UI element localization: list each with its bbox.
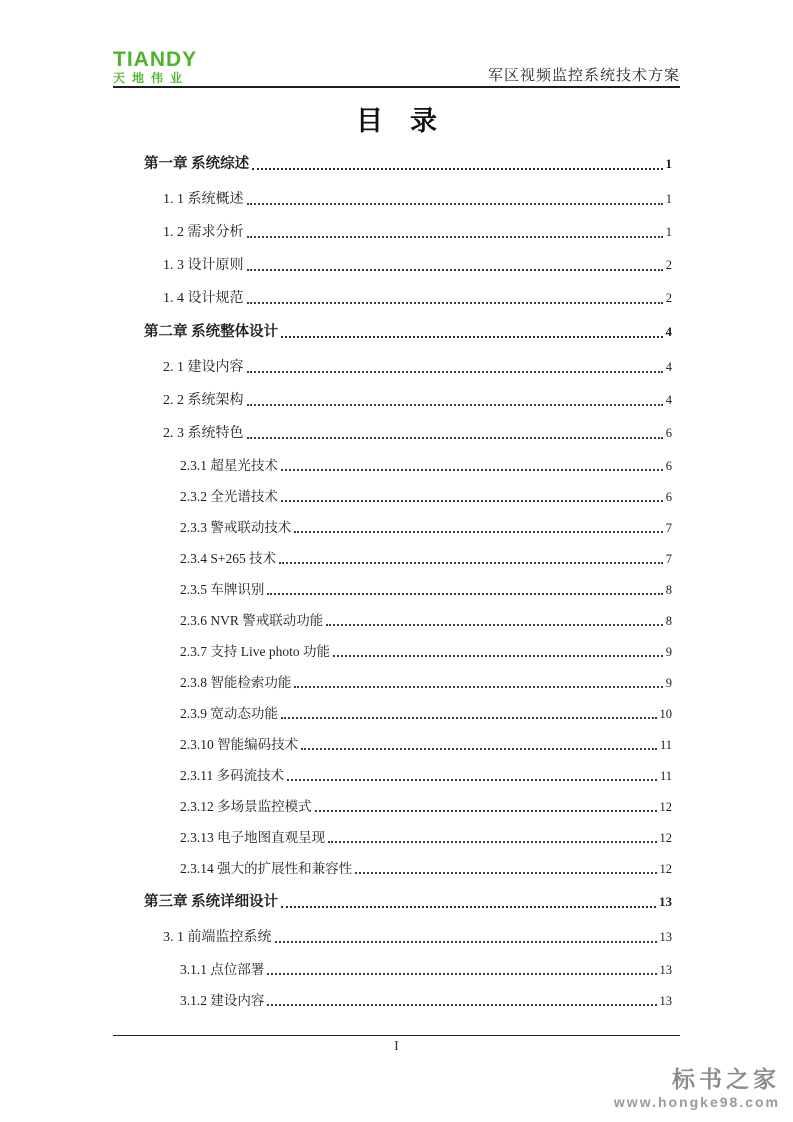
dotted-leader <box>294 686 662 688</box>
toc-entry-page: 7 <box>665 552 672 566</box>
toc-title: 目 录 <box>356 106 437 136</box>
dotted-leader <box>247 269 663 271</box>
toc-entry-label: 第一章 系统综述 <box>144 156 250 172</box>
dotted-leader <box>326 624 662 626</box>
dotted-leader <box>252 168 662 170</box>
dotted-leader <box>247 236 663 238</box>
toc-entry-page: 7 <box>665 521 672 535</box>
footer-divider <box>113 1035 680 1036</box>
toc-entry-page: 11 <box>659 738 672 752</box>
toc-entry-page: 13 <box>659 894 672 909</box>
toc-entry-2-3-4[interactable] <box>180 550 672 568</box>
toc-entry-chapter-3[interactable] <box>144 892 672 912</box>
toc-entry-2-3-9[interactable] <box>180 705 672 723</box>
toc-entry-label: 第二章 系统整体设计 <box>144 324 279 340</box>
dotted-leader <box>267 973 656 975</box>
toc-entry-page: 12 <box>659 800 672 814</box>
toc-entry-label: 2.3.4 S+265 技术 <box>180 551 277 566</box>
toc-entry-page: 9 <box>665 645 672 659</box>
dotted-leader <box>281 500 663 502</box>
dotted-leader <box>281 906 656 908</box>
site-watermark <box>614 1067 780 1110</box>
toc-entry-chapter-1[interactable] <box>144 154 672 174</box>
dotted-leader <box>247 404 663 406</box>
toc-entry-label: 2. 2 系统架构 <box>163 393 244 408</box>
toc-entry-label: 2.3.12 多场景监控模式 <box>180 799 312 814</box>
toc-entry-label: 2.3.9 宽动态功能 <box>180 706 278 721</box>
toc-entry-2-3-3[interactable] <box>180 519 672 537</box>
toc-entry-page: 6 <box>665 459 672 473</box>
page-number: I <box>394 1039 399 1054</box>
toc-entry-1-4[interactable] <box>163 289 672 308</box>
toc-entry-page: 13 <box>659 930 672 944</box>
watermark-site-url: www.hongke98.com <box>613 1094 780 1110</box>
toc-entry-label: 第三章 系统详细设计 <box>144 894 279 910</box>
toc-entry-page: 2 <box>665 258 672 272</box>
toc-entry-page: 1 <box>665 156 672 171</box>
toc-entry-2-3-14[interactable] <box>180 860 672 878</box>
toc-entry-2-3-2[interactable] <box>180 488 672 506</box>
dotted-leader <box>247 371 663 373</box>
toc-entry-page: 13 <box>659 963 672 977</box>
dotted-leader <box>355 872 656 874</box>
table-of-contents <box>113 150 672 1023</box>
toc-entry-page: 10 <box>659 707 672 721</box>
toc-entry-2-3-1[interactable] <box>180 457 672 475</box>
dotted-leader <box>328 841 656 843</box>
header-doc-title: 军区视频监控系统技术方案 <box>487 68 680 84</box>
toc-entry-2-3-11[interactable] <box>180 767 672 785</box>
toc-entry-label: 1. 4 设计规范 <box>163 291 244 306</box>
toc-entry-label: 3.1.2 建设内容 <box>180 993 265 1008</box>
toc-entry-page: 4 <box>665 360 672 374</box>
toc-entry-label: 2.3.13 电子地图直观呈现 <box>180 830 326 845</box>
toc-entry-label: 2.3.14 强大的扩展性和兼容性 <box>180 861 353 876</box>
toc-entry-2-3-6[interactable] <box>180 612 672 630</box>
toc-entry-3-1[interactable] <box>163 928 672 947</box>
dotted-leader <box>279 562 663 564</box>
watermark-site-name: 标书之家 <box>672 1065 780 1092</box>
toc-entry-2-2[interactable] <box>163 391 672 410</box>
toc-entry-label: 2.3.7 支持 Live photo 功能 <box>180 644 330 659</box>
logo-brand-chinese-text: 天地伟业 <box>113 71 190 85</box>
dotted-leader <box>247 203 663 205</box>
toc-entry-2-1[interactable] <box>163 358 672 377</box>
dotted-leader <box>281 469 663 471</box>
toc-entry-label: 2.3.8 智能检索功能 <box>180 675 292 690</box>
toc-entry-page: 11 <box>659 769 672 783</box>
toc-entry-3-1-1[interactable] <box>180 961 672 979</box>
dotted-leader <box>267 1004 656 1006</box>
logo-brand-text: TIANDY <box>113 48 198 71</box>
toc-entry-page: 13 <box>659 994 672 1008</box>
toc-entry-page: 9 <box>665 676 672 690</box>
toc-entry-label: 3.1.1 点位部署 <box>180 962 265 977</box>
toc-entry-label: 2.3.2 全光谱技术 <box>180 489 278 504</box>
dotted-leader <box>287 779 657 781</box>
toc-entry-2-3-12[interactable] <box>180 798 672 816</box>
toc-entry-2-3-5[interactable] <box>180 581 672 599</box>
toc-entry-page: 4 <box>665 324 672 339</box>
dotted-leader <box>294 531 662 533</box>
toc-entry-chapter-2[interactable] <box>144 322 672 342</box>
dotted-leader <box>247 437 663 439</box>
toc-entry-label: 2.3.1 超星光技术 <box>180 458 278 473</box>
dotted-leader <box>267 593 662 595</box>
toc-entry-1-3[interactable] <box>163 256 672 275</box>
toc-entry-label: 3. 1 前端监控系统 <box>163 930 272 945</box>
toc-entry-2-3[interactable] <box>163 424 672 443</box>
dotted-leader <box>247 302 663 304</box>
toc-entry-2-3-7[interactable] <box>180 643 672 661</box>
toc-entry-page: 6 <box>665 426 672 440</box>
dotted-leader <box>275 941 657 943</box>
toc-entry-2-3-8[interactable] <box>180 674 672 692</box>
toc-entry-label: 1. 1 系统概述 <box>163 192 244 207</box>
dotted-leader <box>281 336 662 338</box>
toc-entry-page: 8 <box>665 614 672 628</box>
dotted-leader <box>301 748 657 750</box>
toc-entry-page: 4 <box>665 393 672 407</box>
toc-entry-1-1[interactable] <box>163 190 672 209</box>
toc-entry-label: 2.3.6 NVR 警戒联动功能 <box>180 613 324 628</box>
toc-entry-3-1-2[interactable] <box>180 992 672 1010</box>
toc-entry-label: 1. 3 设计原则 <box>163 258 244 273</box>
toc-entry-page: 6 <box>665 490 672 504</box>
toc-entry-page: 8 <box>665 583 672 597</box>
toc-entry-page: 12 <box>659 862 672 876</box>
toc-entry-page: 2 <box>665 291 672 305</box>
toc-entry-page: 1 <box>665 192 672 206</box>
toc-entry-page: 1 <box>665 225 672 239</box>
toc-entry-label: 2. 3 系统特色 <box>163 426 244 441</box>
dotted-leader <box>333 655 663 657</box>
dotted-leader <box>315 810 657 812</box>
toc-entry-2-3-10[interactable] <box>180 736 672 754</box>
toc-entry-label: 2.3.3 警戒联动技术 <box>180 520 292 535</box>
toc-entry-1-2[interactable] <box>163 223 672 242</box>
dotted-leader <box>281 717 657 719</box>
tiandy-logo <box>113 49 197 84</box>
toc-entry-label: 2. 1 建设内容 <box>163 360 244 375</box>
toc-entry-2-3-13[interactable] <box>180 829 672 847</box>
toc-entry-label: 2.3.10 智能编码技术 <box>180 737 299 752</box>
toc-entry-label: 2.3.11 多码流技术 <box>180 768 285 783</box>
toc-entry-label: 2.3.5 车牌识别 <box>180 582 265 597</box>
header-divider <box>113 86 680 88</box>
toc-entry-page: 12 <box>659 831 672 845</box>
toc-entry-label: 1. 2 需求分析 <box>163 225 244 240</box>
